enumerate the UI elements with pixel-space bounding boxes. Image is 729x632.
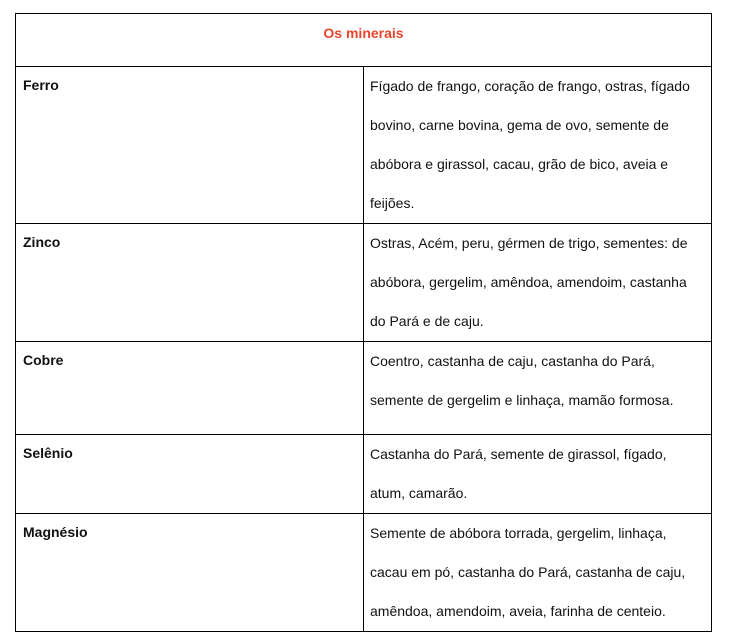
mineral-sources — [364, 514, 712, 632]
table-row — [16, 224, 712, 342]
minerals-table — [15, 13, 712, 632]
table-row — [16, 67, 712, 224]
mineral-sources-text: Castanha do Pará, semente de girassol, fígado, atum, camarão. — [370, 446, 667, 501]
mineral-sources-text: Semente de abóbora torrada, gergelim, linhaça, cacau em pó, castanha do Pará, castanha de caju, amêndoa, amendoim, aveia, farinha de centeio. — [370, 525, 686, 619]
mineral-sources — [364, 224, 712, 342]
table-row — [16, 342, 712, 435]
table-row — [16, 435, 712, 514]
mineral-sources-text: Fígado de frango, coração de frango, ostras, fígado bovino, carne bovina, gema de ovo, semente de abóbora e girassol, cacau, grão de bico, aveia e feijões. — [370, 78, 690, 211]
mineral-name: Magnésio — [16, 514, 364, 632]
mineral-name: Zinco — [16, 224, 364, 342]
mineral-sources-text: Ostras, Acém, peru, gérmen de trigo, sementes: de abóbora, gergelim, amêndoa, amendoim, castanha do Pará e de caju. — [370, 235, 688, 329]
mineral-sources — [364, 435, 712, 514]
table-title: Os minerais — [323, 25, 404, 41]
mineral-sources — [364, 67, 712, 224]
table-title-cell — [16, 14, 712, 67]
mineral-sources — [364, 342, 712, 435]
mineral-name: Cobre — [16, 342, 364, 435]
table-row — [16, 514, 712, 632]
table-header-row — [16, 14, 712, 67]
mineral-name: Ferro — [16, 67, 364, 224]
mineral-sources-text: Coentro, castanha de caju, castanha do Pará, semente de gergelim e linhaça, mamão formosa. — [370, 353, 674, 408]
mineral-name: Selênio — [16, 435, 364, 514]
